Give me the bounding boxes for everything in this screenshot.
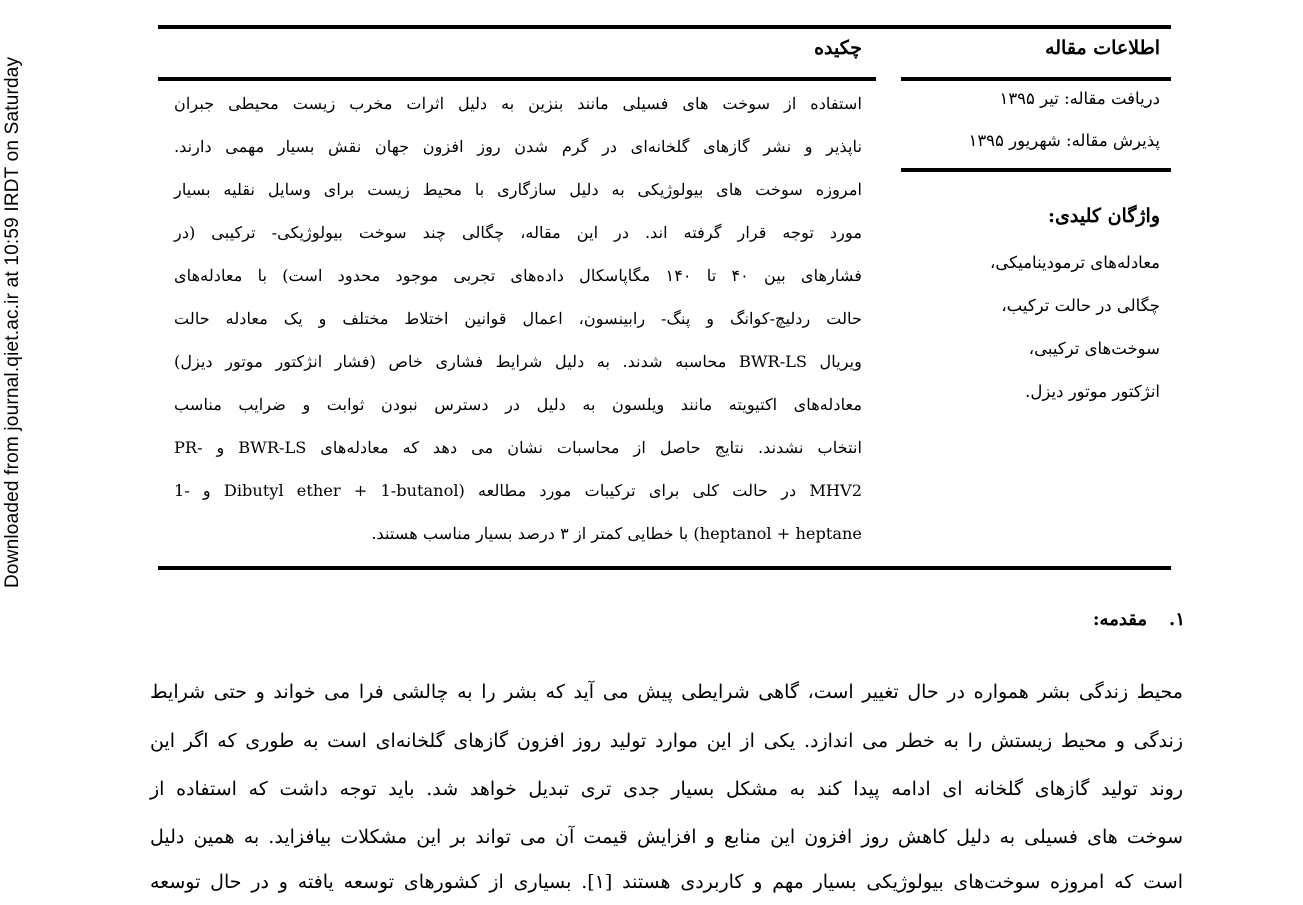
keyword-item: انژکتور موتور دیزل. xyxy=(1025,382,1160,401)
body-line: محیط زندگی بشر همواره در حال تغییر است، گاهی شرایطی پیش می آید که بشر را به چالشی فرا می خواند و حتی شرایط xyxy=(150,681,1183,703)
abstract-header-rule xyxy=(158,77,876,81)
abstract-line: معادله‌های اکتیویته مانند ویلسون به دلیل در دسترس نبودن ثوابت و ضرایب مناسب xyxy=(174,395,862,414)
article-info-heading: اطلاعات مقاله xyxy=(1045,37,1160,59)
abstract-line: مورد توجه قرار گرفته اند. در این مقاله، چگالی چند سوخت بیولوژیکی- ترکیبی (در xyxy=(174,223,862,242)
body-line: سوخت های فسیلی به دلیل کاهش روز افزون این منابع و افزایش قیمت آن می تواند بر این مشکلات بیافزاید. به همین دلیل xyxy=(150,826,1183,848)
abstract-line: MHV2 در حالت کلی برای ترکیبات مورد مطالعه (Dibutyl ether + 1-butanol و -1 xyxy=(174,481,862,500)
abstract-line: ویریال BWR-LS محاسبه شدند. به دلیل شرایط فشاری خاص (فشار انژکتور موتور دیزل) xyxy=(174,352,862,371)
info-bottom-rule xyxy=(901,168,1171,172)
abstract-heading: چکیده xyxy=(814,37,862,59)
info-header-rule xyxy=(901,77,1171,81)
keywords-heading: واژگان کلیدی: xyxy=(1048,205,1160,227)
keyword-item: چگالی در حالت ترکیب، xyxy=(1001,296,1160,315)
abstract-line: امروزه سوخت های بیولوژیکی به دلیل سازگاری با محیط زیست برای وسایل نقلیه بسیار xyxy=(174,180,862,199)
abstract-line: حالت ردلیچ-کوانگ و پنگ- رابینسون، اعمال قوانین اختلاط مختلف و یک معادله حالت xyxy=(174,309,862,328)
body-line: روند تولید گازهای گلخانه ای ادامه پیدا کند به مشکل بسیار جدی تری تبدیل خواهد شد. باید توجه داشت که استفاده از xyxy=(150,778,1183,800)
watermark-text: Downloaded from journal.qiet.ac.ir at 10:59 IRDT on Saturday xyxy=(2,56,23,588)
section-title-text: مقدمه: xyxy=(1092,609,1148,630)
keyword-item: معادله‌های ترمودینامیکی، xyxy=(990,253,1160,272)
body-line: است که امروزه سوخت‌های بیولوژیکی بسیار مهم و کاربردی هستند [۱]. بسیاری از کشورهای توسعه یافته و در حال توسعه xyxy=(150,871,1184,893)
bottom-rule xyxy=(158,566,1171,570)
body-line: زندگی و محیط زیستش را به خطر می اندازد. یکی از این موارد تولید روز افزون گازهای گلخانه‌ای است به طوری که اگر این xyxy=(150,730,1183,752)
keyword-item: سوخت‌های ترکیبی، xyxy=(1028,339,1160,358)
abstract-line: heptanol + heptane) با خطایی کمتر از ۳ درصد بسیار مناسب هستند. xyxy=(371,524,862,543)
abstract-line: استفاده از سوخت های فسیلی مانند بنزین به دلیل اثرات مخرب زیست محیطی جبران xyxy=(174,94,862,113)
section-heading xyxy=(1093,609,1185,630)
download-watermark xyxy=(2,0,30,600)
top-rule xyxy=(158,25,1171,29)
accepted-date: پذیرش مقاله: شهریور ۱۳۹۵ xyxy=(968,131,1160,150)
abstract-line: فشارهای بین ۴۰ تا ۱۴۰ مگاپاسکال داده‌های تجربی موجود محدود است) با معادله‌های xyxy=(174,266,862,285)
abstract-line: ناپذیر و نشر گازهای گلخانه‌ای در گرم شدن روز افزون جهان نقش بسیار مهمی دارند. xyxy=(174,137,862,156)
section-number: ۱. xyxy=(1169,609,1185,630)
received-date: دریافت مقاله: تیر ۱۳۹۵ xyxy=(999,89,1160,108)
abstract-line: انتخاب نشدند. نتایج حاصل از محاسبات نشان می دهد که معادله‌های BWR-LS و -PR xyxy=(174,438,862,457)
